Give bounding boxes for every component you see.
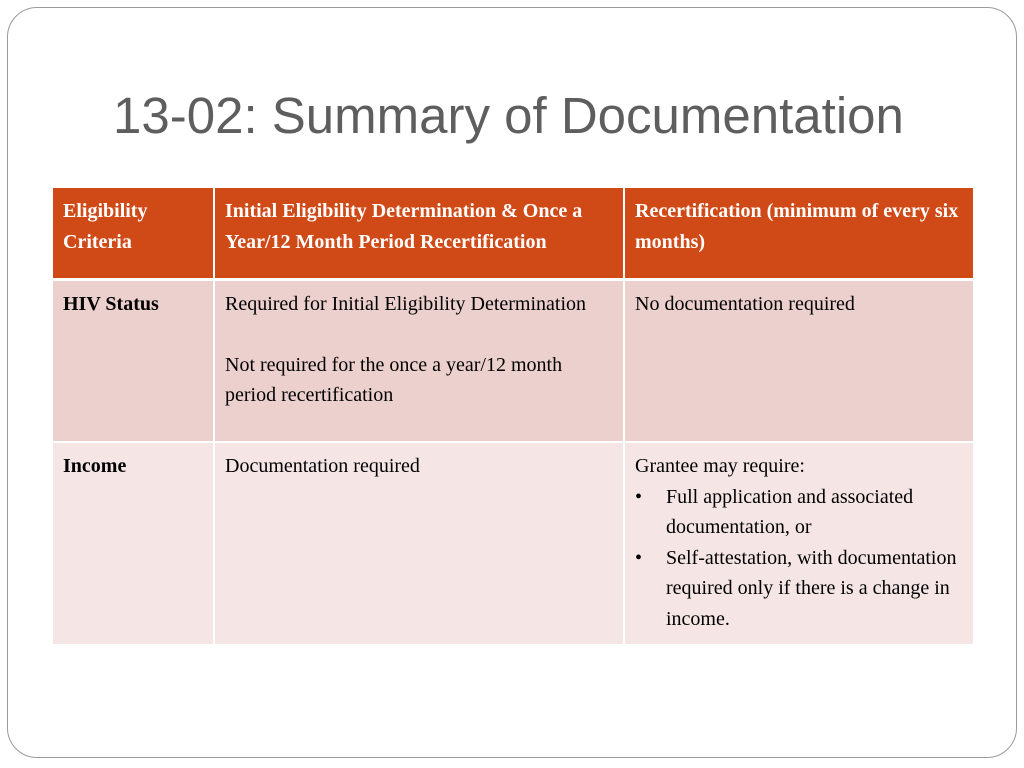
list-item	[635, 482, 963, 543]
table-row-hiv-status	[52, 279, 974, 442]
bullet-icon: •	[635, 546, 643, 569]
cell-income-initial: Documentation required	[214, 442, 624, 645]
list-item	[635, 543, 963, 635]
cell-income-recert	[624, 442, 974, 645]
row-label-income: Income	[52, 442, 214, 645]
list-item-text: Self-attestation, with documentation required only if there is a change in income.	[666, 546, 957, 630]
cell-hiv-recert: No documentation required	[624, 279, 974, 442]
header-recertification: Recertification (minimum of every six months)	[624, 187, 974, 279]
table-header-row	[52, 187, 974, 279]
cell-intro-text: Grantee may require:	[635, 455, 805, 477]
table-row-income	[52, 442, 974, 645]
header-eligibility-criteria: Eligibility Criteria	[52, 187, 214, 279]
cell-paragraph: Required for Initial Eligibility Determination	[225, 292, 587, 315]
cell-paragraph: Not required for the once a year/12 month period recertification	[225, 353, 563, 406]
cell-hiv-initial	[214, 279, 624, 442]
documentation-table	[51, 186, 975, 646]
bullet-icon: •	[635, 485, 643, 508]
row-label-hiv-status: HIV Status	[52, 279, 214, 442]
bullet-list	[635, 482, 963, 635]
list-item-text: Full application and associated documentation, or	[666, 485, 914, 538]
slide-title: 13-02: Summary of Documentation	[113, 87, 904, 144]
header-initial-determination: Initial Eligibility Determination & Once a Year/12 Month Period Recertification	[214, 187, 624, 279]
